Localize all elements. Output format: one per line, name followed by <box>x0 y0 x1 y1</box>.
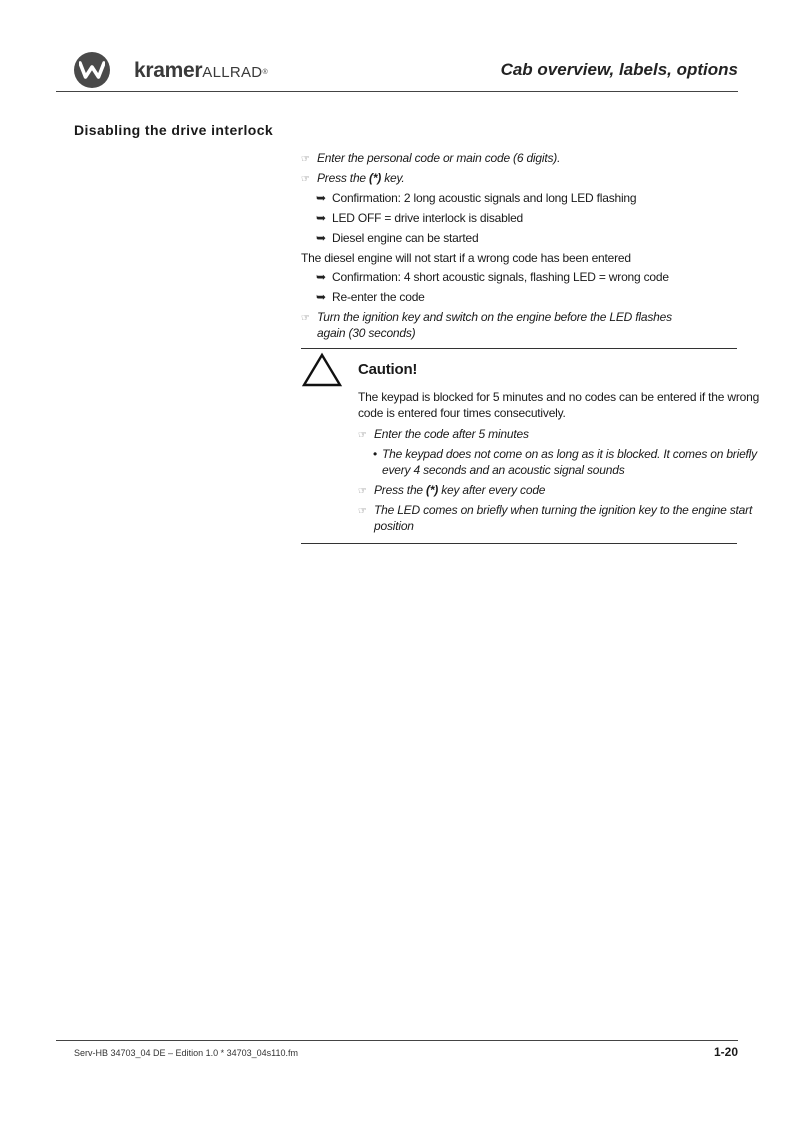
brand-name-light: ALLRAD <box>202 64 263 81</box>
result-text: Diesel engine can be started <box>332 231 479 245</box>
caution-top-divider <box>301 348 737 349</box>
key-symbol: (*) <box>426 483 439 497</box>
caution-title: Caution! <box>358 361 418 378</box>
key-symbol: (*) <box>369 171 382 185</box>
step-text: Press the <box>374 483 427 497</box>
result-arrow-icon: ➥ <box>316 231 326 245</box>
brand-name <box>134 58 268 86</box>
step-text: Press the <box>317 171 370 185</box>
result-item <box>316 289 425 305</box>
result-text: LED OFF = drive interlock is disabled <box>332 211 524 225</box>
bullet-icon: • <box>373 447 378 461</box>
wrong-code-note: The diesel engine will not start if a wrong code has been entered <box>301 251 631 265</box>
caution-bullet <box>373 446 757 462</box>
brand-logo-icon <box>74 52 110 88</box>
caution-step-cont: position <box>374 519 414 533</box>
caution-step <box>358 482 545 500</box>
caution-bottom-divider <box>301 543 737 544</box>
page-title: Cab overview, labels, options <box>500 60 738 79</box>
step-text: Turn the ignition key and switch on the engine before the LED flashes <box>317 310 672 324</box>
footer-divider <box>56 1040 738 1041</box>
caution-bullet-cont: every 4 seconds and an acoustic signal sounds <box>382 463 625 477</box>
header-divider <box>56 91 738 92</box>
result-text: Confirmation: 2 long acoustic signals and long LED flashing <box>332 191 637 205</box>
caution-step <box>358 426 529 444</box>
brand-name-bold: kramer <box>134 59 203 82</box>
step-text: Enter the code after 5 minutes <box>374 427 529 441</box>
result-item <box>316 269 669 285</box>
step-text: The LED comes on briefly when turning the ignition key to the engine start <box>374 503 753 517</box>
hand-pointer-icon: ☞ <box>301 174 310 185</box>
warning-triangle-icon <box>301 352 343 388</box>
hand-pointer-icon: ☞ <box>301 154 310 165</box>
result-item <box>316 210 523 226</box>
step-text: Enter the personal code or main code (6 digits). <box>317 151 561 165</box>
bullet-text: The keypad does not come on as long as it is blocked. It comes on briefly <box>382 447 757 461</box>
footer-document-ref: Serv-HB 34703_04 DE – Edition 1.0 * 34703_04s110.fm <box>74 1048 298 1058</box>
result-arrow-icon: ➥ <box>316 211 326 225</box>
result-arrow-icon: ➥ <box>316 270 326 284</box>
caution-step <box>358 502 752 520</box>
step-text: key after every code <box>438 483 546 497</box>
caution-text-line: The keypad is blocked for 5 minutes and no codes can be entered if the wrong <box>358 390 760 404</box>
w-logo-icon <box>79 60 105 80</box>
registered-mark: ® <box>262 69 268 76</box>
step-enter-code <box>301 150 560 168</box>
step-press-key <box>301 170 405 188</box>
result-item <box>316 230 479 246</box>
hand-pointer-icon: ☞ <box>358 506 367 517</box>
result-arrow-icon: ➥ <box>316 290 326 304</box>
result-text: Confirmation: 4 short acoustic signals, flashing LED = wrong code <box>332 270 669 284</box>
step-turn-key-cont: again (30 seconds) <box>317 326 416 340</box>
hand-pointer-icon: ☞ <box>358 486 367 497</box>
hand-pointer-icon: ☞ <box>301 313 310 324</box>
result-arrow-icon: ➥ <box>316 191 326 205</box>
section-heading: Disabling the drive interlock <box>74 122 274 138</box>
result-item <box>316 190 636 206</box>
result-text: Re-enter the code <box>332 290 425 304</box>
hand-pointer-icon: ☞ <box>358 430 367 441</box>
caution-text-line: code is entered four times consecutively. <box>358 406 566 420</box>
page-number: 1-20 <box>713 1045 738 1059</box>
step-text: key. <box>381 171 405 185</box>
